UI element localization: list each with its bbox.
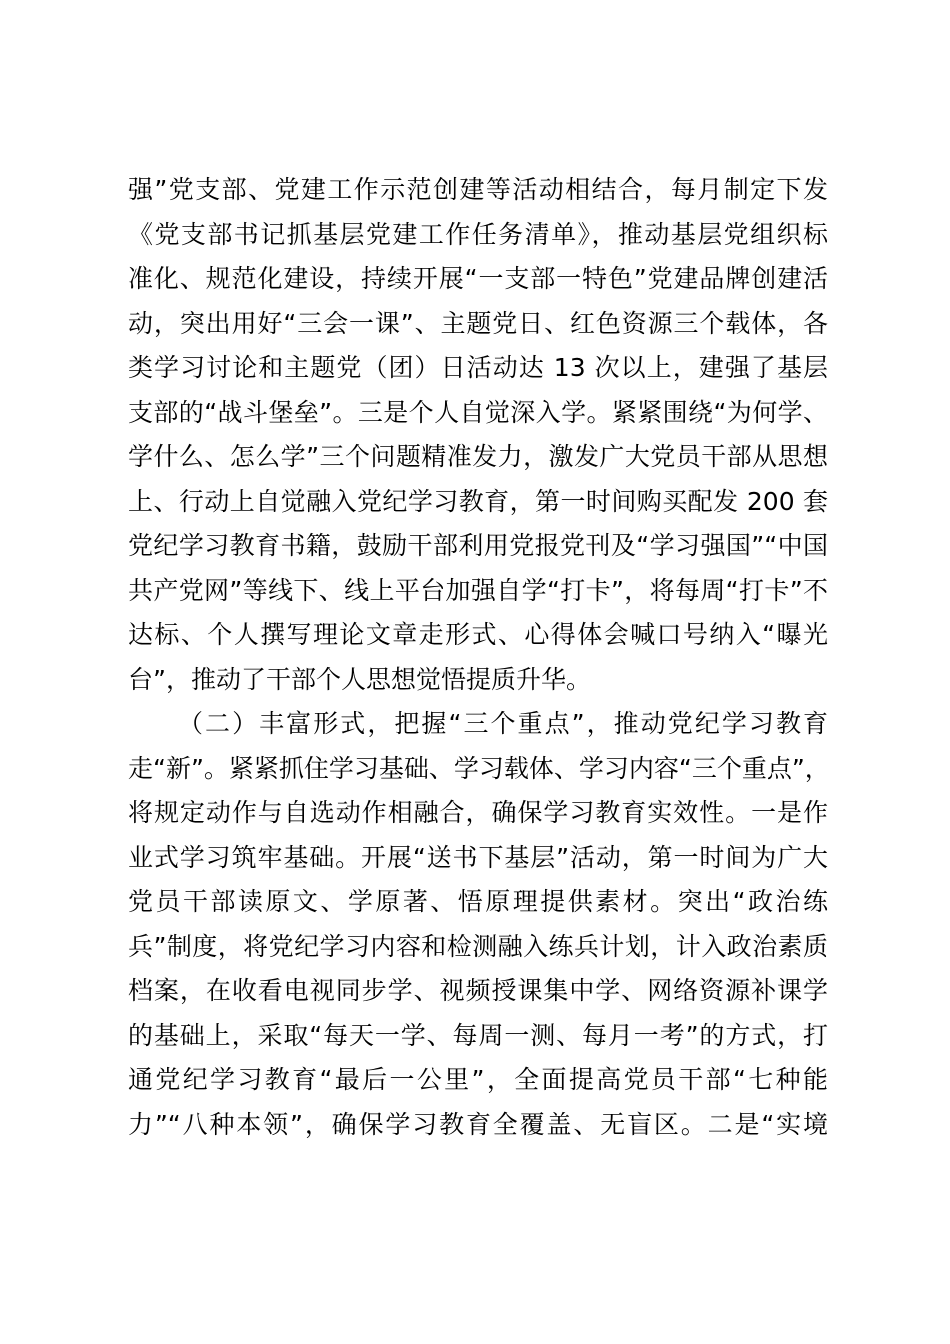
text-line: 兵”制度，将党纪学习内容和检测融入练兵计划，计入政治素质 bbox=[128, 931, 828, 961]
text-line: 将规定动作与自选动作相融合，确保学习教育实效性。一是作 bbox=[128, 798, 828, 827]
text-line: 强”党支部、党建工作示范创建等活动相结合，每月制定下发 bbox=[128, 175, 828, 204]
text-line: 准化、规范化建设，持续开展“一支部一特色”党建品牌创建活 bbox=[128, 264, 828, 293]
text-line: 档案，在收看电视同步学、视频授课集中学、网络资源补课学 bbox=[128, 976, 828, 1005]
text-line: 走“新”。紧紧抓住学习基础、学习载体、学习内容“三个重点”， bbox=[128, 753, 830, 783]
body-text bbox=[128, 168, 828, 1147]
text-line: 的基础上，采取“每天一学、每周一测、每月一考”的方式，打 bbox=[128, 1020, 828, 1050]
text-line: 学什么、怎么学”三个问题精准发力，激发广大党员干部从思想 bbox=[128, 442, 828, 471]
text-line: 动，突出用好“三会一课”、主题党日、红色资源三个载体，各 bbox=[128, 308, 828, 338]
text-line: 《党支部书记抓基层党建工作任务清单》，推动基层党组织标 bbox=[128, 219, 828, 249]
text-line: 达标、个人撰写理论文章走形式、心得体会喊口号纳入“曝光 bbox=[128, 620, 828, 649]
section-heading-line: （二）丰富形式，把握“三个重点”，推动党纪学习教育 bbox=[178, 709, 828, 738]
text-line: 力”“八种本领”，确保学习教育全覆盖、无盲区。二是“实境 bbox=[128, 1109, 828, 1139]
text-line: 支部的“战斗堡垒”。三是个人自觉深入学。紧紧围绕“为何学、 bbox=[128, 397, 828, 427]
text-line: 共产党网”等线下、线上平台加强自学“打卡”，将每周“打卡”不 bbox=[128, 575, 828, 605]
text-line: 党员干部读原文、学原著、悟原理提供素材。突出“政治练 bbox=[128, 887, 828, 916]
text-line: 业式学习筑牢基础。开展“送书下基层”活动，第一时间为广大 bbox=[128, 842, 828, 872]
text-line: 通党纪学习教育“最后一公里”，全面提高党员干部“七种能 bbox=[128, 1065, 828, 1094]
text-line: 类学习讨论和主题党（团）日活动达 13 次以上，建强了基层 bbox=[128, 353, 828, 382]
text-line: 上、行动上自觉融入党纪学习教育，第一时间购买配发 200 套 bbox=[128, 486, 828, 516]
text-line: 党纪学习教育书籍，鼓励干部利用党报党刊及“学习强国”“中国 bbox=[128, 531, 828, 560]
text-line: 台”，推动了干部个人思想觉悟提质升华。 bbox=[128, 664, 591, 694]
